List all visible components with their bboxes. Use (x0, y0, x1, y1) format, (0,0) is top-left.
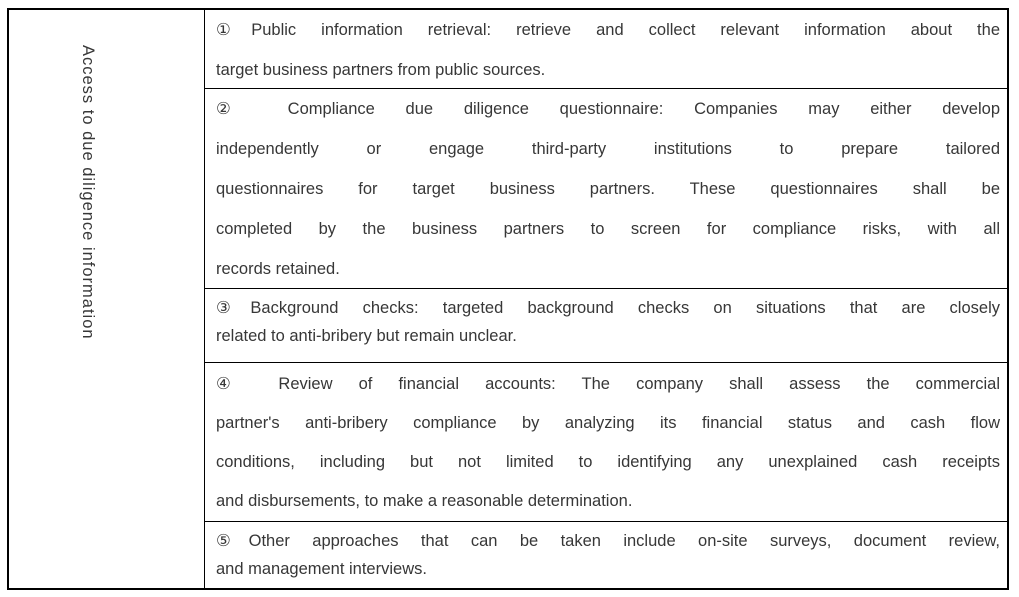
text-line: completed by the business partners to screen for compliance risks, with all (216, 220, 1000, 238)
text-line: ①Public information retrieval: retrieve and collect relevant information about the (216, 21, 1000, 39)
table-row-background-checks (205, 289, 1007, 363)
text-line: ③Background checks: targeted background checks on situations that are closely (216, 299, 1000, 317)
table-row-other-approaches (205, 522, 1007, 588)
text-line: independently or engage third-party institutions to prepare tailored (216, 140, 1000, 158)
vertical-header-text: Access to due diligence information (79, 45, 97, 340)
text-line: target business partners from public sources. (216, 61, 546, 79)
table-row-public-information-retrieval (205, 10, 1007, 89)
text-line: ② Compliance due diligence questionnaire: Companies may either develop (216, 100, 1000, 118)
due-diligence-table (7, 8, 1009, 590)
merged-header-cell (9, 10, 205, 588)
text-line: and disbursements, to make a reasonable determination. (216, 492, 633, 510)
text-line: questionnaires for target business partners. These questionnaires shall be (216, 180, 1000, 198)
text-line: records retained. (216, 260, 340, 278)
text-line: ④ Review of financial accounts: The company shall assess the commercial (216, 375, 1000, 393)
text-line: ⑤Other approaches that can be taken include on-site surveys, document review, (216, 532, 1000, 550)
table-row-review-financial-accounts (205, 363, 1007, 522)
table-row-compliance-questionnaire (205, 89, 1007, 289)
text-line: conditions, including but not limited to identifying any unexplained cash receipts (216, 453, 1000, 471)
text-line: partner's anti-bribery compliance by analyzing its financial status and cash flow (216, 414, 1000, 432)
text-line: related to anti-bribery but remain unclear. (216, 327, 517, 345)
text-line: and management interviews. (216, 560, 427, 578)
